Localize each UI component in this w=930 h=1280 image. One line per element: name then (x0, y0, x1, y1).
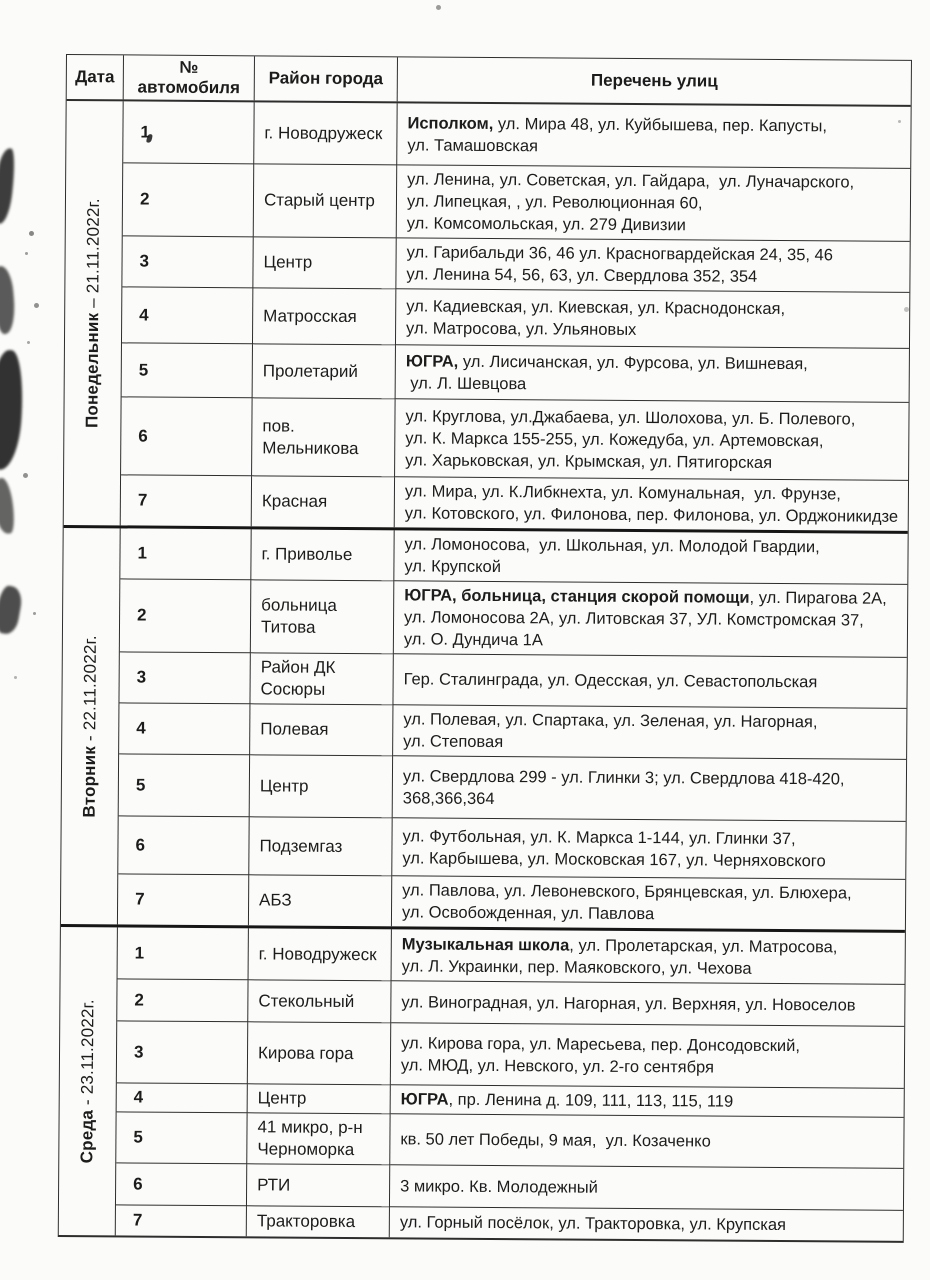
streets-cell (391, 981, 904, 1027)
streets-cell (395, 399, 909, 481)
streets-text: ул. Виноградная, ул. Нагорная, ул. Верхняя, ул. Новоселов (401, 992, 856, 1015)
streets-cell (396, 238, 909, 293)
district-cell: Старый центр (254, 164, 398, 238)
streets-bold-text: Исполком, (407, 113, 494, 133)
streets-cell (397, 103, 910, 169)
district-cell: Центр (253, 237, 396, 289)
streets-cell (391, 1023, 904, 1089)
day-block (61, 525, 908, 930)
streets-cell (393, 654, 906, 709)
table-header-row (67, 55, 911, 107)
scan-artifact-blob (0, 265, 17, 334)
streets-cell (392, 818, 905, 880)
car-number-cell: 2 (120, 579, 252, 653)
streets-text: Гер. Сталинграда, ул. Одесская, ул. Севастопольская (403, 670, 818, 692)
streets-cell (396, 289, 909, 349)
streets-text-flow (402, 825, 897, 872)
streets-text: , пр. Ленина д. 109, 111, 113, 115, 119 (448, 1090, 734, 1111)
streets-text: ул. Ломоносова, ул. Школьная, ул. Молодой Гвардии, ул. Крупской (404, 535, 820, 577)
schedule-table (58, 54, 912, 1243)
car-number-cell: 6 (118, 816, 249, 875)
streets-text-flow (404, 533, 899, 580)
car-number-cell: 3 (119, 652, 250, 704)
header-date: Дата (67, 55, 124, 99)
streets-cell (390, 1207, 903, 1241)
date-group-label (77, 999, 98, 1163)
streets-text-flow (406, 350, 901, 397)
streets-bold-text: ЮГРА, (405, 351, 459, 371)
header-car-number: № автомобиля (124, 55, 255, 100)
streets-text: ул. Павлова, ул. Левоневского, Брянцевская, ул. Блюхера, ул. Освобожденная, ул. Павлова (401, 881, 852, 924)
streets-cell (393, 705, 906, 760)
car-number-cell: 4 (119, 703, 250, 755)
car-number-cell: 7 (116, 1205, 247, 1236)
streets-text-flow (405, 405, 900, 474)
scan-artifact-blob (0, 349, 26, 471)
district-cell: РТИ (247, 1164, 390, 1207)
streets-text: 3 микро. Кв. Молодежный (400, 1176, 598, 1197)
streets-text-flow (403, 708, 898, 755)
district-cell: АБЗ (249, 875, 392, 926)
district-cell: больница Титова (251, 580, 395, 654)
day-name: Среда (77, 1109, 97, 1164)
streets-cell (392, 876, 905, 930)
streets-text: ул. Футбольная, ул. К. Маркса 1-144, ул. Глинки 37, ул. Карбышева, ул. Московская 167, ул. Черняховского (402, 826, 826, 870)
streets-cell (395, 477, 908, 531)
streets-text: ул. Гарибальди 36, 46 ул. Красногвардейская 24, 35, 46 ул. Ленина 54, 56, 63, ул. Свердлова 352, 354 (406, 243, 834, 286)
car-number-cell: 7 (118, 874, 249, 925)
streets-text: ул. Ленина, ул. Советская, ул. Гайдара, ул. Луначарского, ул. Липецкая, , ул. Революционная 60, ул. Комсомольская, ул. 279 Дивизии (406, 170, 855, 235)
district-cell: Центр (250, 755, 393, 818)
car-number-cell: 2 (117, 979, 248, 1022)
streets-text-flow (403, 765, 898, 812)
date-group-cell (61, 528, 121, 924)
scan-artifact-blob (0, 584, 24, 635)
car-number-cell: 1 (123, 101, 254, 164)
district-cell: Матросская (253, 288, 396, 345)
day-date: - 23.11.2022г. (77, 999, 98, 1110)
streets-text-flow (400, 1175, 895, 1200)
car-number-cell: 1 (120, 528, 251, 580)
district-cell: Кирова гора (248, 1022, 391, 1085)
car-number-cell: 3 (117, 1021, 248, 1084)
car-number-cell: 6 (116, 1163, 247, 1206)
day-block (59, 924, 905, 1241)
header-district: Район города (255, 56, 398, 101)
streets-text-flow (401, 1032, 896, 1079)
streets-text-flow (402, 933, 897, 980)
car-number-cell: 4 (117, 1083, 248, 1113)
car-number-cell: 5 (116, 1112, 247, 1164)
district-cell: Центр (248, 1084, 391, 1114)
streets-text: ул. Свердлова 299 - ул. Глинки 3; ул. Свердлова 418-420, 368,366,364 (402, 766, 845, 808)
streets-text: , ул. Пирагова 2А, ул. Ломоносова 2А, ул. Литовская 37, УЛ. Комстромская 37, ул. О. Дундича 1А (403, 588, 887, 650)
district-cell: Подземгаз (249, 817, 392, 876)
streets-text-flow (406, 241, 901, 288)
streets-text-flow (401, 1088, 896, 1113)
district-cell: 41 микро, р-н Черноморка (247, 1113, 390, 1165)
day-block (64, 101, 911, 531)
car-number-cell: 3 (122, 236, 253, 288)
day-date: – 21.11.2022г. (83, 198, 103, 313)
date-group-label (80, 635, 101, 817)
district-cell: Тракторовка (247, 1206, 390, 1237)
streets-text-flow (404, 668, 899, 693)
streets-text-flow (400, 1211, 895, 1236)
streets-text-flow (407, 168, 902, 237)
streets-text: ул. Лисичанская, ул. Фурсова, ул. Вишневая, ул. Л. Шевцова (405, 352, 808, 393)
streets-bold-text: ЮГРА (400, 1090, 449, 1109)
streets-text-flow (402, 879, 897, 926)
streets-cell (394, 581, 907, 658)
streets-text: ул. Кадиевская, ул. Киевская, ул. Краснодонская, ул. Матросова, ул. Ульяновых (406, 296, 786, 339)
date-group-cell (64, 101, 124, 525)
streets-text: кв. 50 лет Победы, 9 мая, ул. Козаченко (400, 1130, 711, 1151)
scan-artifact-specks (0, 0, 3, 3)
streets-cell (391, 1085, 904, 1118)
district-cell: Район ДК Сосюры (250, 653, 393, 705)
day-name: Вторник (79, 745, 100, 818)
car-number-cell: 1 (118, 927, 249, 980)
streets-cell (396, 345, 909, 403)
streets-text-flow (401, 991, 896, 1016)
date-group-cell (59, 927, 118, 1235)
streets-text: ул. Мира 48, ул. Куйбышева, пер. Капусты, ул. Тамашовская (407, 114, 828, 155)
streets-text: ул. Мира, ул. К.Либкнехта, ул. Комунальная, ул. Фрунзе, ул. Котовского, ул. Филонова, пер. Филонова, ул. Орджоникидзе (404, 482, 899, 526)
streets-text-flow (407, 112, 902, 159)
district-cell: Красная (252, 476, 395, 527)
car-number-cell: 7 (121, 475, 252, 526)
streets-text-flow (405, 480, 900, 527)
streets-text-flow (404, 584, 899, 653)
scan-artifact-blob (0, 477, 17, 535)
streets-cell (393, 756, 906, 822)
streets-cell (394, 530, 907, 585)
car-number-cell: 6 (121, 397, 253, 476)
streets-cell (392, 929, 905, 985)
streets-cell (390, 1114, 903, 1169)
date-group-label (82, 198, 104, 428)
car-number-cell: 5 (122, 343, 253, 398)
district-cell: Стекольный (248, 980, 391, 1023)
car-number-cell: 4 (122, 287, 253, 344)
car-number-cell: 5 (119, 754, 250, 817)
streets-text-flow (406, 295, 901, 342)
district-cell: Пролетарий (253, 344, 396, 399)
streets-text: , ул. Пролетарская, ул. Матросова, ул. Л. Украинки, пер. Маяковского, ул. Чехова (401, 936, 838, 978)
day-date: - 22.11.2022г. (80, 634, 100, 746)
streets-text: ул. Горный посёлок, ул. Тракторовка, ул. Крупская (399, 1213, 787, 1235)
streets-text: ул. Круглова, ул.Джабаева, ул. Шолохова, ул. Б. Полевого, ул. К. Маркса 155-255, ул. Кожедуба, ул. Артемовская, ул. Харьковская, ул. Крымская, ул. Пятигорская (405, 406, 856, 472)
streets-bold-text: ЮГРА, больница, станция скорой помощи (404, 586, 750, 607)
district-cell: г. Приволье (251, 529, 394, 581)
streets-cell (397, 165, 910, 242)
streets-text-flow (400, 1128, 895, 1153)
scan-artifact-blob (0, 147, 18, 225)
day-name: Понедельник (82, 312, 103, 429)
district-cell: г. Новодружеск (254, 102, 397, 165)
table-body (59, 101, 911, 1241)
header-streets: Перечень улиц (590, 70, 718, 91)
district-cell: г. Новодружеск (249, 928, 392, 981)
district-cell: Полевая (250, 704, 393, 756)
streets-text: ул. Кирова гора, ул. Маресьева, пер. Донсодовский, ул. МЮД, ул. Невского, ул. 2-го сентября (400, 1033, 801, 1077)
district-cell: пов. Мельникова (252, 398, 396, 477)
car-number-cell: 2 (123, 163, 255, 237)
streets-cell (390, 1165, 903, 1211)
streets-text: ул. Полевая, ул. Спартака, ул. Зеленая, ул. Нагорная, ул. Степовая (403, 710, 818, 752)
streets-bold-text: Музыкальная школа (401, 934, 570, 955)
